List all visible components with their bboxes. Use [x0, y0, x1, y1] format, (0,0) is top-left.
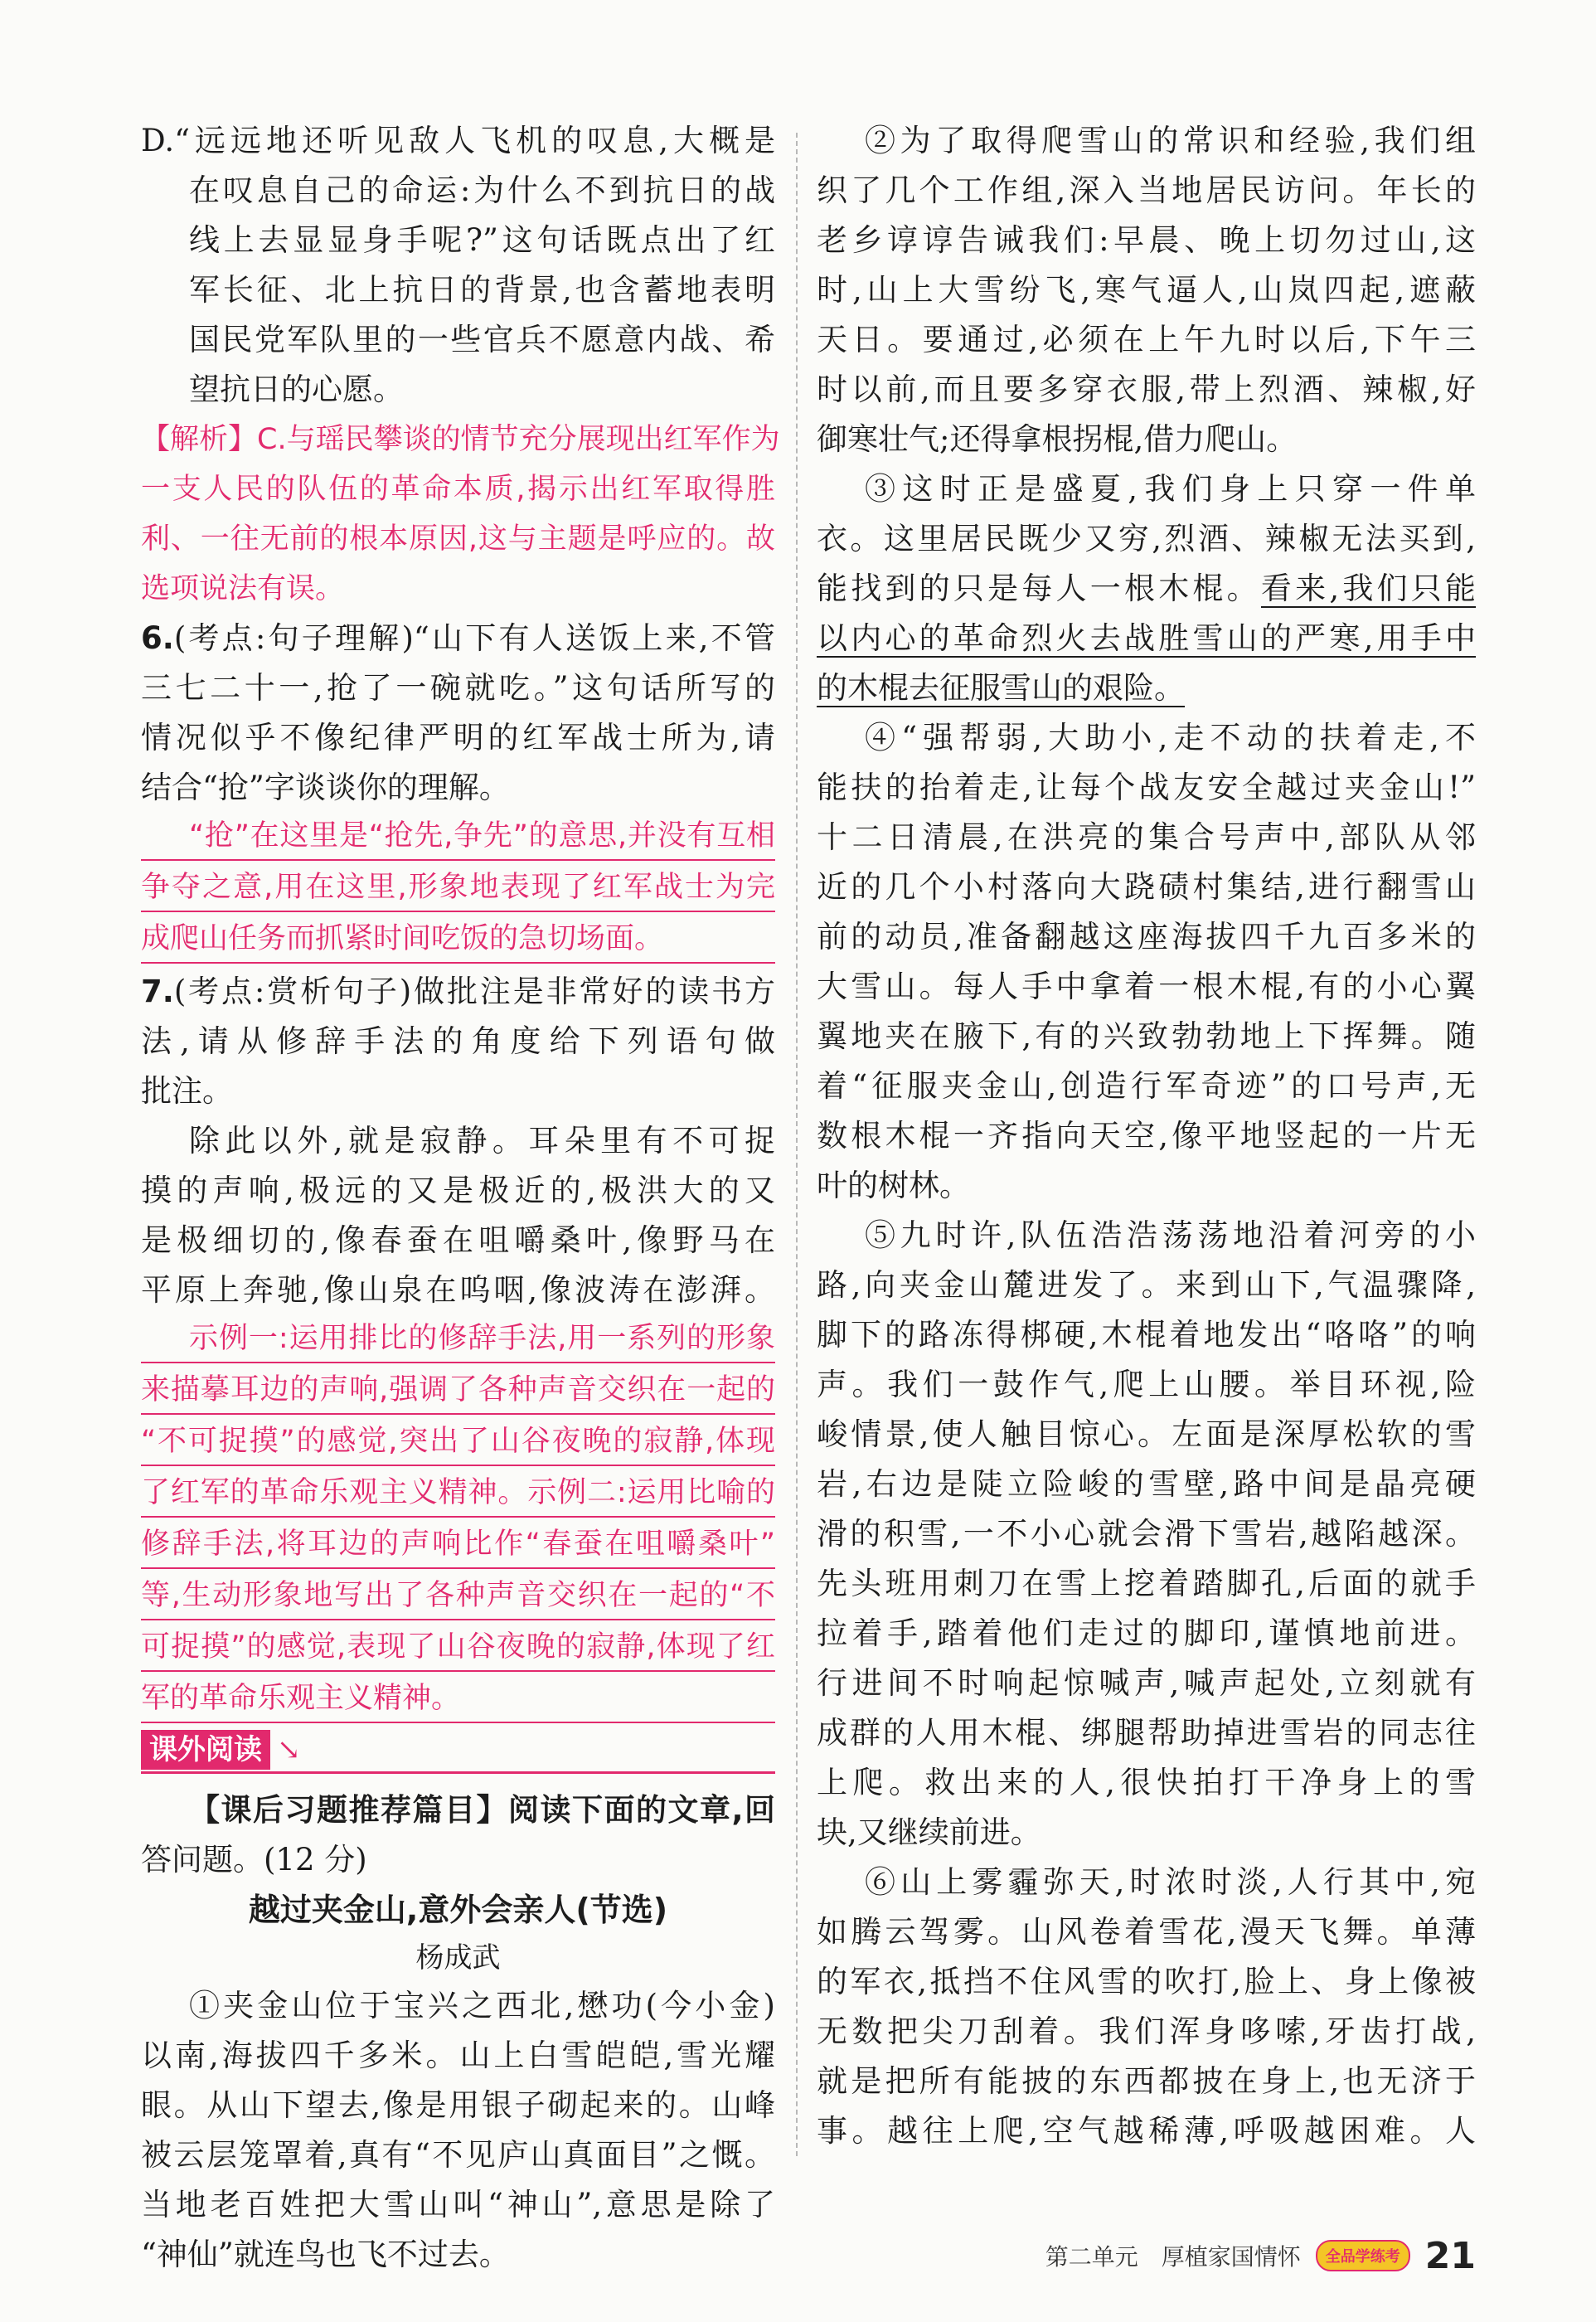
- quote-line: 是极细切的,像春蚕在咀嚼桑叶,像野马在: [141, 1222, 775, 1258]
- paragraph-line: [817, 614, 1476, 663]
- option-d-line: 线上去显显身手呢?”这句话既点出了红: [189, 222, 775, 258]
- paragraph-line: 块,又继续前进。: [817, 1814, 1041, 1850]
- paragraph-line: 事。越往上爬,空气越稀薄,呼吸越困难。人: [817, 2113, 1476, 2149]
- answer-line: 等,生动形象地写出了各种声音交织在一起的“不: [141, 1572, 775, 1620]
- paragraph-line: 眼。从山下望去,像是用银子砌起来的。山峰: [141, 2087, 775, 2123]
- answer-line: “抢”在这里是“抢先,争先”的意思,并没有互相: [141, 813, 775, 861]
- quote-line: 平原上奔驰,像山泉在呜咽,像波涛在澎湃。: [141, 1272, 775, 1308]
- paragraph-line: 成群的人用木棍、绑腿帮助掉进雪岩的同志往: [817, 1715, 1476, 1751]
- option-d-line: 在叹息自己的命运:为什么不到抗日的战: [189, 172, 775, 208]
- column-divider: [796, 133, 798, 2156]
- page-footer: [1045, 2231, 1476, 2281]
- paragraph-line: 能找到的只是每人一根木棍。看来,我们只能: [817, 571, 1477, 606]
- paragraph-line: 拉着手,踏着他们走过的脚印,谨慎地前进。: [817, 1615, 1476, 1651]
- paragraph-4: [817, 713, 1476, 1211]
- section-header-extracurricular: [141, 1730, 775, 1774]
- paragraph-1: [141, 1981, 775, 2280]
- analysis-line: 利、一往无前的根本原因,这与主题是呼应的。故: [141, 522, 775, 556]
- publisher-logo: 全品学练考: [1316, 2240, 1410, 2271]
- paragraph-line: 被云层笼罩着,真有“不见庐山真面目”之慨。: [141, 2137, 775, 2173]
- paragraph-line: 织了几个工作组,深入当地居民访问。年长的: [817, 172, 1476, 208]
- analysis-line: 选项说法有误。: [141, 572, 345, 605]
- answer-line: 示例一:运用排比的修辞手法,用一系列的形象: [141, 1315, 775, 1363]
- right-column: [817, 116, 1476, 2156]
- paragraph-line: 近的几个小村落向大跷碛村集结,进行翻雪山: [817, 869, 1476, 905]
- underlined-sentence: 的木棍去征服雪山的艰险。: [817, 670, 1185, 706]
- question-6: [141, 614, 775, 964]
- paragraph-line: 无数把尖刀刮着。我们浑身哆嗦,牙齿打战,: [817, 2014, 1476, 2049]
- option-label: D.: [141, 123, 175, 158]
- paragraph-line: 时,山上大雪纷飞,寒气逼人,山岚四起,遮蔽: [817, 272, 1476, 308]
- reading-intro: [141, 1785, 775, 1885]
- quote-line: 摸的声响,极远的又是极近的,极洪大的又: [141, 1173, 775, 1208]
- paragraph-line: 十二日清晨,在洪亮的集合号声中,部队从邻: [817, 819, 1476, 855]
- option-d-line: D.“远远地还听见敌人飞机的叹息,大概是: [141, 123, 775, 158]
- paragraph-line: 御寒壮气;还得拿根拐棍,借力爬山。: [817, 421, 1298, 457]
- paragraph-line: 的军衣,抵挡不住风雪的吹打,脸上、身上像被: [817, 1964, 1476, 1999]
- paragraph-3: [817, 464, 1476, 713]
- paragraph-line: ⑤九时许,队伍浩浩荡荡地沿着河旁的小: [865, 1217, 1476, 1253]
- paragraph-line: 时以前,而且要多穿衣服,带上烈酒、辣椒,好: [817, 372, 1476, 407]
- answer-line: 争夺之意,用在这里,形象地表现了红军战士为完: [141, 864, 775, 912]
- paragraph-line: 行进间不时响起惊喊声,喊声起处,立刻就有: [817, 1665, 1476, 1701]
- answer-line: 了红军的革命乐观主义精神。示例二:运用比喻的: [141, 1469, 775, 1518]
- paragraph-line: “神仙”就连鸟也飞不过去。: [141, 2237, 510, 2272]
- question-number: 6.: [141, 620, 174, 656]
- analysis-line: 【解析】C.与瑶民攀谈的情节充分展现出红军作为: [141, 423, 780, 456]
- paragraph-6: [817, 1858, 1476, 2156]
- answer-line: 修辞手法,将耳边的声响比作“春蚕在咀嚼桑叶”: [141, 1521, 775, 1569]
- paragraph-line: 如腾云驾雾。山风卷着雪花,漫天飞舞。单薄: [817, 1914, 1476, 1950]
- article-title: 越过夹金山,意外会亲人(节选): [248, 1892, 668, 1928]
- paragraph-line: 岩,右边是陡立险峻的雪壁,路中间是晶亮硬: [817, 1466, 1476, 1502]
- question-line: 情况似乎不像纪律严明的红军战士所为,请: [141, 720, 775, 755]
- arrow-icon: ↘: [277, 1733, 301, 1766]
- answer-line: 来描摹耳边的声响,强调了各种声音交织在一起的: [141, 1367, 775, 1415]
- paragraph-line: 着“征服夹金山,创造行军奇迹”的口号声,无: [817, 1068, 1476, 1104]
- question-line: 批注。: [141, 1073, 233, 1109]
- answer-line: 成爬山任务而抓紧时间吃饭的急切场面。: [141, 916, 775, 964]
- question-line: 三七二十一,抢了一碗就吃。”这句话所写的: [141, 670, 775, 706]
- section-tag: 课外阅读: [141, 1730, 270, 1770]
- page-number: 21: [1424, 2234, 1476, 2277]
- left-column: [141, 116, 780, 2280]
- paragraph-line: 上爬。救出来的人,很快拍打干净身上的雪: [817, 1765, 1476, 1800]
- paragraph-line: 路,向夹金山麓进发了。来到山下,气温骤降,: [817, 1267, 1476, 1303]
- paragraph-line: 先头班用刺刀在雪上挖着踏脚孔,后面的就手: [817, 1566, 1476, 1601]
- paragraph-line: 声。我们一鼓作气,爬上山腰。举目环视,险: [817, 1367, 1476, 1402]
- option-d: [141, 116, 775, 415]
- paragraph-line: [817, 663, 1476, 713]
- paragraph-line: 滑的积雪,一不小心就会滑下雪岩,越陷越深。: [817, 1516, 1476, 1552]
- underlined-sentence: 看来,我们只能: [1260, 571, 1477, 606]
- paragraph-line: 以南,海拔四千多米。山上白雪皑皑,雪光耀: [141, 2038, 775, 2073]
- paragraph-line: ③这时正是盛夏,我们身上只穿一件单: [865, 471, 1476, 507]
- paragraph-line: 能扶的抬着走,让每个战友安全越过夹金山!”: [817, 770, 1476, 805]
- paragraph-line: 当地老百姓把大雪山叫“神山”,意思是除了: [141, 2187, 775, 2222]
- option-d-line: 望抗日的心愿。: [189, 372, 404, 407]
- quote-line: 除此以外,就是寂静。耳朵里有不可捉: [189, 1123, 775, 1159]
- paragraph-line: 前的动员,准备翻越这座海拔四千九百多米的: [817, 919, 1476, 955]
- question-7: [141, 967, 775, 1723]
- question-line: 6.(考点:句子理解)“山下有人送饭上来,不管: [141, 620, 775, 656]
- paragraph-line: 大雪山。每人手中拿着一根木棍,有的小心翼: [817, 969, 1476, 1004]
- paragraph-line: 峻情景,使人触目惊心。左面是深厚松软的雪: [817, 1416, 1476, 1452]
- paragraph-line: 叶的树林。: [817, 1168, 970, 1203]
- question-line: 法,请从修辞手法的角度给下列语句做: [141, 1023, 775, 1059]
- paragraph-line: 天日。要通过,必须在上午九时以后,下午三: [817, 322, 1476, 357]
- paragraph-line: ④“强帮弱,大助小,走不动的扶着走,不: [865, 720, 1476, 755]
- paragraph-line: 翼地夹在腋下,有的兴致勃勃地上下挥舞。随: [817, 1018, 1476, 1054]
- paragraph-line: 老乡谆谆告诫我们:早晨、晚上切勿过山,这: [817, 222, 1476, 258]
- paragraph-line: ⑥山上雾霾弥天,时浓时淡,人行其中,宛: [865, 1864, 1476, 1900]
- analysis-line: 一支人民的队伍的革命本质,揭示出红军取得胜: [141, 473, 775, 506]
- intro-line: 【课后习题推荐篇目】阅读下面的文章,回: [189, 1792, 775, 1828]
- question-line: 7.(考点:赏析句子)做批注是非常好的读书方: [141, 974, 775, 1009]
- paragraph-line: ②为了取得爬雪山的常识和经验,我们组: [865, 123, 1476, 158]
- analysis-q5: [141, 415, 780, 614]
- answer-line: 军的革命乐观主义精神。: [141, 1675, 775, 1723]
- paragraph-5: [817, 1211, 1476, 1858]
- question-number: 7.: [141, 974, 174, 1009]
- paragraph-2: [817, 116, 1476, 464]
- intro-line: 答问题。(12 分): [141, 1842, 367, 1878]
- paragraph-line: ①夹金山位于宝兴之西北,懋功(今小金): [189, 1988, 775, 2023]
- paragraph-line: 衣。这里居民既少又穷,烈酒、辣椒无法买到,: [817, 521, 1476, 556]
- paragraph-line: 就是把所有能披的东西都披在身上,也无济于: [817, 2063, 1476, 2099]
- underlined-sentence: 以内心的革命烈火去战胜雪山的严寒,用手中: [817, 620, 1476, 656]
- answer-line: “不可捉摸”的感觉,突出了山谷夜晚的寂静,体现: [141, 1418, 775, 1466]
- paragraph-line: 脚下的路冻得梆硬,木棍着地发出“咯咯”的响: [817, 1317, 1476, 1353]
- paragraph-line: 数根木棍一齐指向天空,像平地竖起的一片无: [817, 1118, 1476, 1154]
- unit-title: 第二单元 厚植家国情怀: [1045, 2243, 1301, 2271]
- answer-line: 可捉摸”的感觉,表现了山谷夜晚的寂静,体现了红: [141, 1624, 775, 1672]
- option-d-line: 国民党军队里的一些官兵不愿意内战、希: [189, 322, 775, 357]
- option-d-line: 军长征、北上抗日的背景,也含蓄地表明: [189, 272, 775, 308]
- article-author: 杨成武: [415, 1941, 501, 1975]
- question-line: 结合“抢”字谈谈你的理解。: [141, 770, 510, 805]
